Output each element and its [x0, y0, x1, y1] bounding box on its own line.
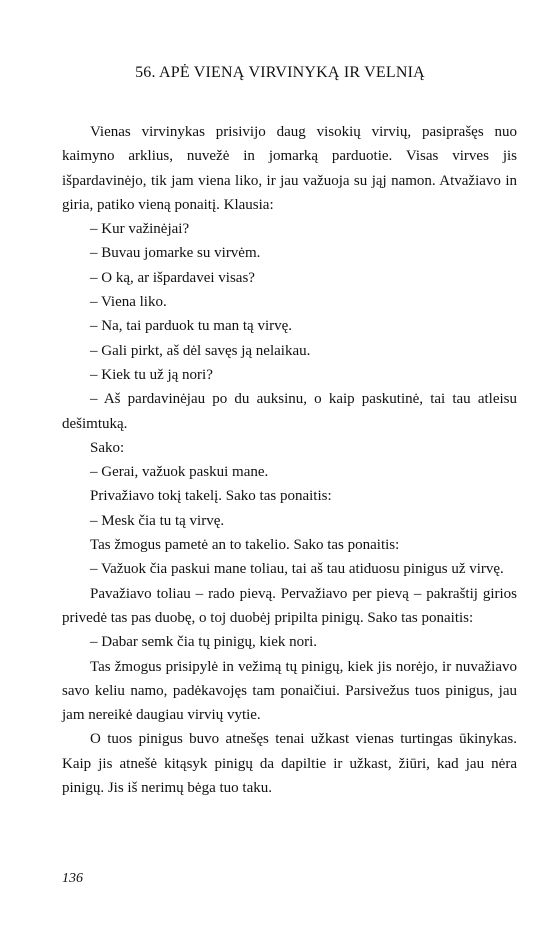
dialogue-line: – Kiek tu už ją nori?: [90, 366, 213, 383]
paragraph: O tuos pinigus buvo atnešęs tenai užkast vienas turtingas ūkinykas. Kaip jis atnešė kitąsyk pinigų da dapiltie ir užkast, žiūri, kad jau nėra pinigų. Jis iš nerimų bėga tuo taku.: [62, 731, 517, 797]
dialogue-line: – Dabar semk čia tų pinigų, kiek nori.: [90, 634, 318, 651]
dialogue-line: – O ką, ar išpardavei visas?: [90, 269, 255, 286]
dialogue-line: – Mesk čia tu tą virvę.: [90, 512, 225, 529]
dialogue-line: – Aš pardavinėjau po du auksinu, o kaip paskutinė, tai tau atleisu dešimtuką.: [62, 391, 517, 432]
dialogue-line: – Važuok čia paskui mane toliau, tai aš tau atiduosu pinigus už virvę.: [90, 561, 504, 578]
dialogue-line: – Buvau jomarke su virvėm.: [90, 245, 261, 262]
paragraph: Pavažiavo toliau – rado pievą. Pervažiavo per pievą – pakraštij girios privedė tas pas duobę, o toj duobėj pripilta pinigų. Sako tas ponaitis:: [62, 585, 517, 626]
page-number: 136: [62, 871, 83, 886]
dialogue-line: – Kur važinėjai?: [90, 221, 190, 238]
paragraph: Tas žmogus pametė an to takelio. Sako tas ponaitis:: [90, 537, 400, 554]
paragraph: Tas žmogus prisipylė in vežimą tų pinigų, kiek jis norėjo, ir nuvažiavo savo keliu namo, padėkavojęs tam ponaičiui. Parsivežus tuos pinigus, jau jam nereikė daugiau virvių vytie.: [62, 658, 517, 724]
story-body: [62, 120, 517, 800]
dialogue-line: – Gerai, važuok paskui mane.: [90, 464, 269, 481]
paragraph: Vienas virvinykas prisivijo daug visokių virvių, pasiprašęs nuo kaimyno arklius, nuvežė in jomarką parduotie. Visas virves jis išpardavinėjo, tik jam viena liko, ir jau važuoja su jąj namon. Atvažiavo in giria, patiko vieną ponaitį. Klausia:: [62, 124, 517, 213]
paragraph: Sako:: [90, 439, 125, 456]
story-title: 56. APĖ VIENĄ VIRVINYKĄ IR VELNIĄ: [135, 64, 425, 81]
dialogue-line: – Viena liko.: [90, 294, 167, 311]
dialogue-line: – Na, tai parduok tu man tą virvę.: [90, 318, 293, 335]
dialogue-line: – Gali pirkt, aš dėl savęs ją nelaikau.: [90, 342, 311, 359]
paragraph: Privažiavo tokį takelį. Sako tas ponaitis:: [90, 488, 332, 505]
